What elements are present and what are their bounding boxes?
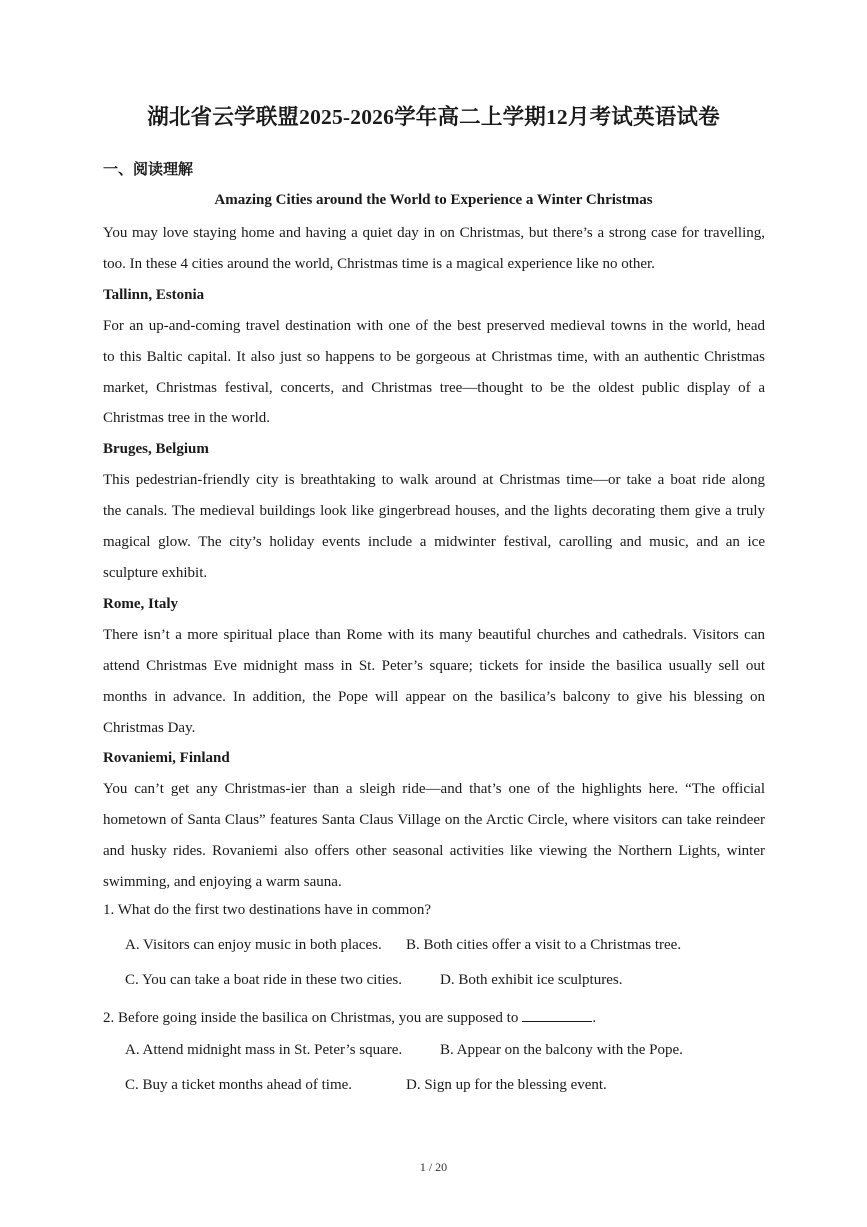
section-heading: 一、阅读理解 [103,162,194,178]
article-body [103,218,765,898]
question-1-option-d[interactable]: D. Both exhibit ice sculptures. [440,972,623,988]
question-1-option-c[interactable]: C. You can take a boat ride in these two cities. [125,972,403,988]
article-line: market, Christmas festival, concerts, and Christmas tree—thought to be the oldest public display of a [103,379,765,396]
article-line: attend Christmas Eve midnight mass in St. Peter’s square; tickets for inside the basilica usually sell out [103,657,765,674]
article-line: This pedestrian-friendly city is breathtaking to walk around at Christmas time—or take a boat ride along [103,472,765,489]
article-line: For an up-and-coming travel destination with one of the best preserved medieval towns in the world, head [103,317,765,334]
article-line: months in advance. In addition, the Pope will appear on the basilica’s balcony to give his blessing on [103,688,765,705]
question-2-text: 2. Before going inside the basilica on Christmas, you are supposed to [103,1010,519,1026]
question-1-option-a[interactable]: A. Visitors can enjoy music in both places. [125,937,382,953]
article-line: too. In these 4 cities around the world, Christmas time is a magical experience like no other. [103,255,655,272]
article-line: Christmas Day. [103,719,196,736]
article-line: There isn’t a more spiritual place than Rome with its many beautiful churches and cathedrals. Visitors can [103,626,765,643]
article-line: to this Baltic capital. It also just so happens to be gorgeous at Christmas time, with an authentic Christmas [103,348,765,365]
article-line: the canals. The medieval buildings look like gingerbread houses, and the lights decorating them give a truly [103,503,765,520]
article-line: sculpture exhibit. [103,564,208,581]
question-2-end: . [592,1010,597,1026]
question-1-option-b[interactable]: B. Both cities offer a visit to a Christmas tree. [406,937,682,953]
city-heading-rovaniemi: Rovaniemi, Finland [103,750,230,767]
city-heading-rome: Rome, Italy [103,595,178,612]
article-line: and husky rides. Rovaniemi also offers other seasonal activities like viewing the Northern Lights, winter [103,843,765,860]
article-line: swimming, and enjoying a warm sauna. [103,874,342,891]
question-2-option-c[interactable]: C. Buy a ticket months ahead of time. [125,1077,353,1093]
question-2-option-a[interactable]: A. Attend midnight mass in St. Peter’s square. [125,1042,403,1058]
answer-blank[interactable] [522,1007,592,1022]
article-line: You can’t get any Christmas-ier than a sleigh ride—and that’s one of the highlights here. “The official [103,781,765,798]
article-line: magical glow. The city’s holiday events include a midwinter festival, carolling and music, and an ice [103,534,765,551]
question-1-stem: 1. What do the first two destinations have in common? [103,902,431,918]
article-line: Christmas tree in the world. [103,410,271,427]
question-2-option-d[interactable]: D. Sign up for the blessing event. [406,1077,607,1093]
article-line: hometown of Santa Claus” features Santa Claus Village on the Arctic Circle, where visitors can take reindeer [103,812,765,829]
city-heading-tallinn: Tallinn, Estonia [103,286,205,303]
question-2-option-b[interactable]: B. Appear on the balcony with the Pope. [440,1042,683,1058]
question-2-stem [103,1007,596,1027]
city-heading-bruges: Bruges, Belgium [103,441,209,458]
exam-title: 湖北省云学联盟2025-2026学年高二上学期12月考试英语试卷 [147,105,720,129]
article-line: You may love staying home and having a quiet day in on Christmas, but there’s a strong case for travelling, [103,225,765,241]
page-number: 1 / 20 [419,1160,448,1174]
article-title: Amazing Cities around the World to Experience a Winter Christmas [214,192,653,208]
